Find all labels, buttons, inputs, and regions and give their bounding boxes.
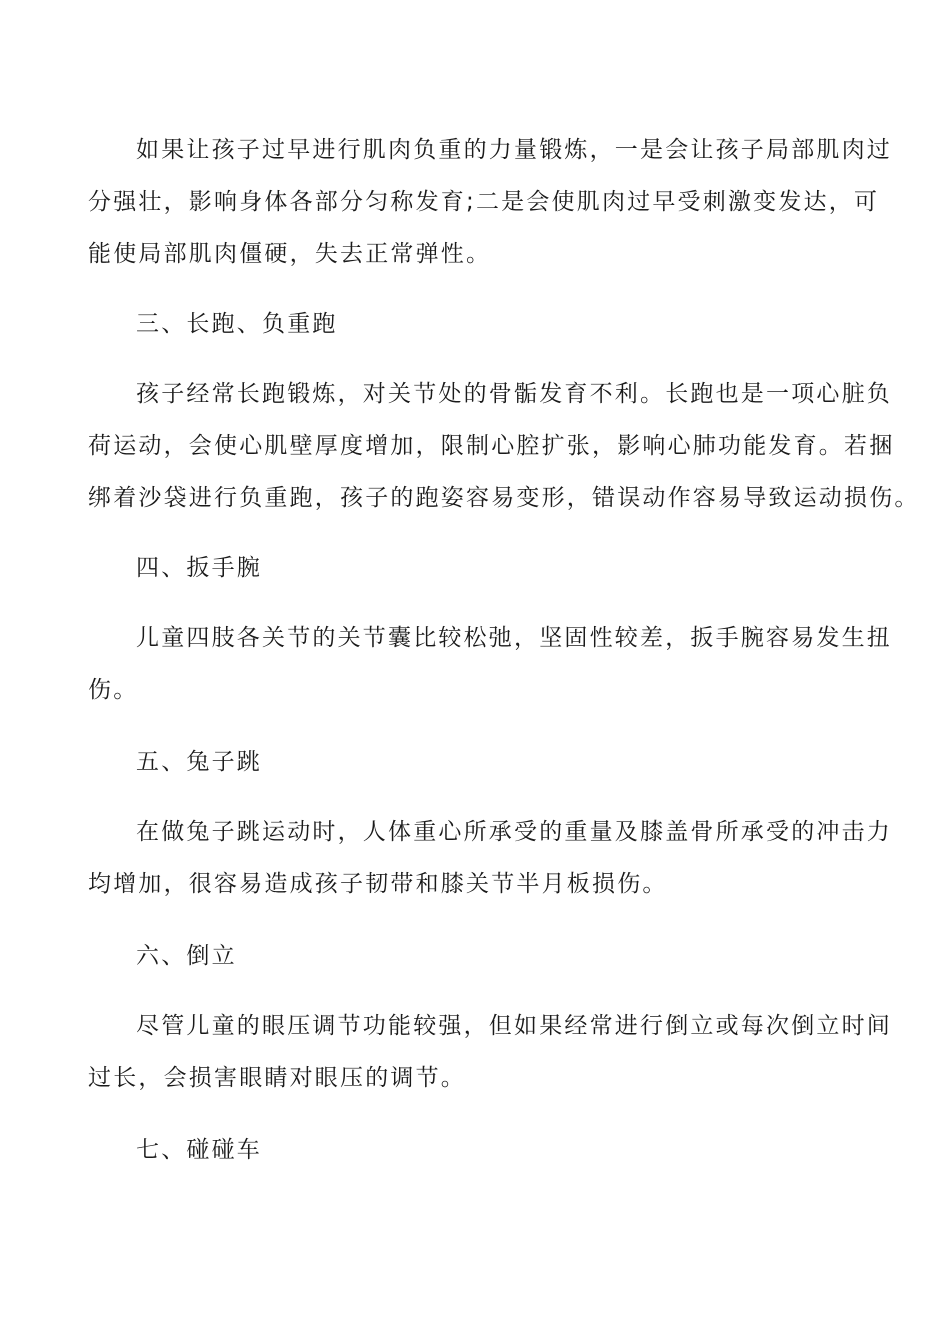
paragraph-line: 尽管儿童的眼压调节功能较强，但如果经常进行倒立或每次倒立时间 xyxy=(136,1013,892,1039)
section-heading-long-run: 三、长跑、负重跑 xyxy=(136,311,338,337)
paragraph-long-run xyxy=(88,368,920,524)
paragraph-line: 绑着沙袋进行负重跑，孩子的跑姿容易变形，错误动作容易导致运动损伤。 xyxy=(88,485,920,511)
paragraph-line: 能使局部肌肉僵硬，失去正常弹性。 xyxy=(88,241,492,267)
section-heading-bumper-cars: 七、碰碰车 xyxy=(136,1137,262,1163)
paragraph-line: 荷运动，会使心肌壁厚度增加，限制心腔扩张，影响心肺功能发育。若捆 xyxy=(88,433,895,459)
paragraph-line: 伤。 xyxy=(88,677,139,703)
paragraph-handstand xyxy=(88,1000,892,1104)
paragraph-line: 儿童四肢各关节的关节囊比较松弛，坚固性较差，扳手腕容易发生扭 xyxy=(136,625,892,651)
section-heading-bunny-hop: 五、兔子跳 xyxy=(136,749,262,775)
paragraph-line: 孩子经常长跑锻炼，对关节处的骨骺发育不利。长跑也是一项心脏负 xyxy=(136,381,892,407)
paragraph-line: 均增加，很容易造成孩子韧带和膝关节半月板损伤。 xyxy=(88,871,668,897)
paragraph-line: 在做兔子跳运动时，人体重心所承受的重量及膝盖骨所承受的冲击力 xyxy=(136,819,892,845)
paragraph-line: 过长，会损害眼睛对眼压的调节。 xyxy=(88,1065,466,1091)
section-heading-arm-wrestling: 四、扳手腕 xyxy=(136,555,262,581)
section-heading-handstand: 六、倒立 xyxy=(136,943,237,969)
paragraph-line: 如果让孩子过早进行肌肉负重的力量锻炼，一是会让孩子局部肌肉过 xyxy=(136,137,892,163)
paragraph-bunny-hop xyxy=(88,806,892,910)
paragraph-muscle-training xyxy=(88,124,892,280)
paragraph-arm-wrestling xyxy=(88,612,892,716)
paragraph-line: 分强壮，影响身体各部分匀称发育;二是会使肌肉过早受刺激变发达，可 xyxy=(88,189,880,215)
